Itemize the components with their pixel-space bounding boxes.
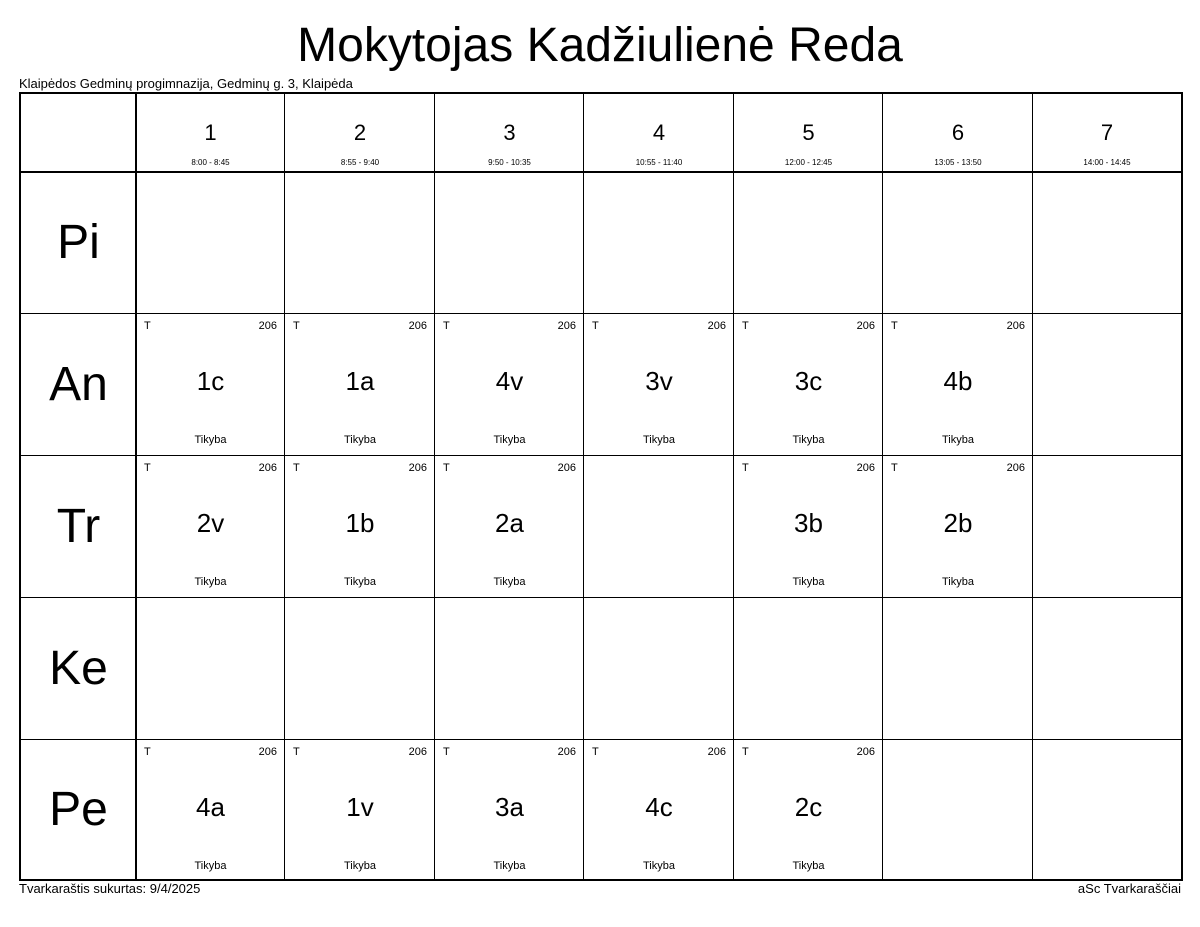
- period-number: 4: [652, 120, 666, 145]
- room-number: 206: [258, 746, 277, 758]
- lesson-tag: T: [592, 320, 599, 332]
- subject-name: Tikyba: [792, 576, 825, 588]
- class-name: 3c: [794, 366, 823, 396]
- lesson-tag: T: [742, 320, 749, 332]
- room-number: 206: [408, 462, 427, 474]
- lesson-cell[interactable]: [285, 314, 435, 456]
- class-name: 4a: [196, 792, 225, 822]
- lesson-tag: T: [592, 746, 599, 758]
- period-number: 3: [503, 120, 516, 145]
- class-name: 1b: [345, 508, 375, 538]
- class-name: 3b: [794, 508, 823, 538]
- subject-name: Tikyba: [493, 860, 526, 872]
- lesson-cell[interactable]: [734, 314, 883, 456]
- class-name: 1v: [346, 792, 374, 822]
- subject-name: Tikyba: [942, 576, 974, 588]
- class-name: 3v: [645, 366, 673, 396]
- subject-name: Tikyba: [344, 434, 376, 446]
- class-name: 2a: [495, 508, 524, 538]
- lesson-cell[interactable]: [435, 314, 584, 456]
- room-number: 206: [557, 746, 576, 758]
- period-time: 14:00 - 14:45: [1083, 158, 1131, 167]
- created-date: Tvarkaraštis sukurtas: 9/4/2025: [19, 881, 201, 896]
- period-time: 12:00 - 12:45: [784, 158, 833, 167]
- period-number: 1: [204, 120, 217, 145]
- class-name: 4c: [645, 792, 673, 822]
- period-number: 5: [802, 120, 815, 145]
- timetable-grid: [19, 92, 1183, 881]
- school-address: Klaipėdos Gedminų progimnazija, Gedminų g. 3, Klaipėda: [19, 76, 353, 91]
- room-number: 206: [707, 746, 726, 758]
- lesson-cell[interactable]: [136, 740, 285, 879]
- lesson-tag: T: [293, 320, 300, 332]
- subject-name: Tikyba: [643, 860, 675, 872]
- software-brand: aSc Tvarkaraščiai: [1077, 881, 1181, 896]
- lesson-cell[interactable]: [435, 456, 584, 598]
- lesson-tag: T: [443, 320, 450, 332]
- class-name: 4v: [495, 366, 524, 396]
- lesson-cell[interactable]: [584, 314, 734, 456]
- subject-name: Tikyba: [344, 576, 376, 588]
- room-number: 206: [1006, 320, 1025, 332]
- class-name: 3a: [495, 792, 524, 822]
- room-number: 206: [856, 320, 875, 332]
- period-time: 10:55 - 11:40: [635, 158, 683, 167]
- room-number: 206: [408, 320, 427, 332]
- lesson-tag: T: [144, 746, 151, 758]
- class-name: 1a: [345, 366, 375, 396]
- period-header: [435, 94, 584, 172]
- page-title: Mokytojas Kadžiulienė Reda: [297, 19, 903, 72]
- room-number: 206: [408, 746, 427, 758]
- period-header: [285, 94, 435, 172]
- class-name: 2v: [196, 508, 225, 538]
- room-number: 206: [856, 462, 875, 474]
- subject-name: Tikyba: [643, 434, 675, 446]
- class-name: 2c: [794, 792, 823, 822]
- lesson-tag: T: [144, 320, 151, 332]
- lesson-cell[interactable]: [734, 740, 883, 879]
- room-number: 206: [856, 746, 875, 758]
- period-time: 8:55 - 9:40: [340, 158, 380, 167]
- day-label: Tr: [56, 500, 101, 553]
- room-number: 206: [557, 462, 576, 474]
- period-header: [584, 94, 734, 172]
- subject-name: Tikyba: [194, 576, 227, 588]
- lesson-cell[interactable]: [734, 456, 883, 598]
- day-label: An: [49, 358, 108, 411]
- period-number: 6: [951, 120, 965, 145]
- subject-name: Tikyba: [194, 860, 227, 872]
- lesson-cell[interactable]: [883, 314, 1033, 456]
- lesson-tag: T: [891, 462, 898, 474]
- subject-name: Tikyba: [493, 434, 526, 446]
- room-number: 206: [1006, 462, 1025, 474]
- subject-name: Tikyba: [493, 576, 526, 588]
- room-number: 206: [258, 320, 277, 332]
- day-label: Pe: [49, 783, 108, 836]
- subject-name: Tikyba: [344, 860, 376, 872]
- period-time: 9:50 - 10:35: [488, 158, 531, 167]
- lesson-cell[interactable]: [883, 456, 1033, 598]
- lesson-cell[interactable]: [435, 740, 584, 879]
- day-label: Pi: [57, 216, 100, 269]
- room-number: 206: [707, 320, 726, 332]
- lesson-cell[interactable]: [136, 314, 285, 456]
- period-header: [1033, 94, 1181, 172]
- lesson-tag: T: [891, 320, 898, 332]
- lesson-tag: T: [293, 462, 300, 474]
- period-number: 2: [353, 120, 367, 145]
- room-number: 206: [258, 462, 277, 474]
- lesson-tag: T: [144, 462, 151, 474]
- lesson-cell[interactable]: [285, 740, 435, 879]
- day-label: Ke: [49, 642, 108, 695]
- subject-name: Tikyba: [792, 860, 825, 872]
- lesson-cell[interactable]: [285, 456, 435, 598]
- subject-name: Tikyba: [194, 434, 227, 446]
- period-time: 13:05 - 13:50: [934, 158, 982, 167]
- lesson-tag: T: [293, 746, 300, 758]
- lesson-tag: T: [742, 746, 749, 758]
- period-time: 8:00 - 8:45: [191, 158, 230, 167]
- subject-name: Tikyba: [792, 434, 825, 446]
- lesson-tag: T: [443, 746, 450, 758]
- class-name: 2b: [943, 508, 973, 538]
- lesson-tag: T: [443, 462, 450, 474]
- period-header: [734, 94, 883, 172]
- subject-name: Tikyba: [942, 434, 974, 446]
- period-number: 7: [1100, 120, 1114, 145]
- class-name: 1c: [196, 366, 225, 396]
- lesson-tag: T: [742, 462, 749, 474]
- period-header: [883, 94, 1033, 172]
- lesson-cell[interactable]: [584, 740, 734, 879]
- class-name: 4b: [943, 366, 973, 396]
- room-number: 206: [557, 320, 576, 332]
- period-header: [136, 94, 285, 172]
- lesson-cell[interactable]: [136, 456, 285, 598]
